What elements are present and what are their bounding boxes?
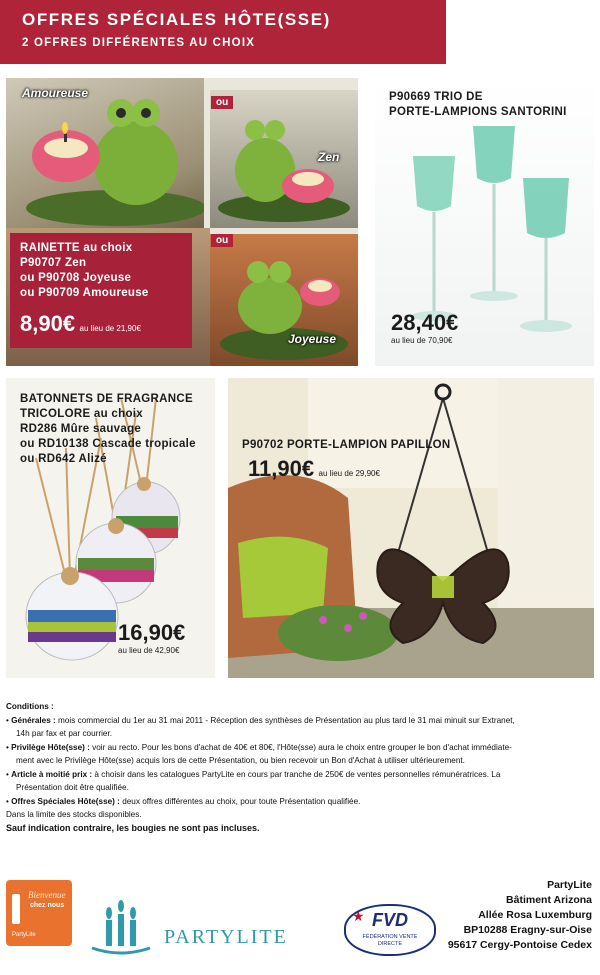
bienvenue-subtext: chez nous: [30, 902, 65, 909]
frog-amoureuse-image: [6, 78, 204, 228]
batonnets-line-1: BATONNETS DE FRAGRANCE: [20, 393, 193, 405]
condition-generales: • Générales : mois commercial du 1er au 31 mai 2011 - Réception des synthèses de Présentation au plus tard le 31 mai minuit sur Extranet,: [6, 715, 515, 725]
frog-label-joyeuse: Joyeuse: [288, 332, 337, 346]
address-block: [448, 878, 592, 953]
condition-offres: • Offres Spéciales Hôte(sse) : deux offres différentes au choix, pour toute Présentation qualifiée.: [6, 796, 361, 806]
bienvenue-logo: [6, 880, 72, 946]
papillon-offer-panel: [228, 378, 594, 678]
condition-privilege: • Privilège Hôte(sse) : voir au recto. Pour les bons d'achat de 40€ et 80€, l'Hôte(sse) aura le choix entre grouper le bon d'achat immédiate-: [6, 742, 512, 752]
frog-info-box: [10, 233, 192, 348]
frog-line-1: RAINETTE au choix: [20, 242, 133, 254]
frog-label-amoureuse: Amoureuse: [22, 86, 89, 100]
trio-old-price: au lieu de 70,90€: [391, 336, 453, 345]
trio-offer-panel: [375, 78, 594, 366]
papillon-old-price: au lieu de 29,90€: [318, 469, 380, 478]
batonnets-line-5: ou RD642 Alizé: [20, 453, 107, 465]
frog-joyeuse-image: [210, 234, 358, 366]
batonnets-line-4: ou RD10138 Cascade tropicale: [20, 438, 196, 450]
frog-old-price: au lieu de 21,90€: [79, 324, 141, 333]
conditions-heading: Conditions :: [6, 702, 54, 711]
ou-badge-1: ou: [211, 96, 233, 109]
batonnets-price: 16,90€: [118, 620, 186, 645]
address-line-5: 95617 Cergy-Pontoise Cedex: [447, 939, 592, 951]
batonnets-old-price: au lieu de 42,90€: [118, 646, 180, 655]
header-banner: [0, 0, 446, 64]
frog-price: 8,90€: [20, 311, 76, 336]
conditions-section: [6, 700, 592, 835]
frog-line-3: ou P90708 Joyeuse: [20, 272, 132, 284]
stock-note: Dans la limite des stocks disponibles.: [6, 810, 142, 819]
papillon-title: P90702 PORTE-LAMPION PAPILLON: [242, 439, 451, 451]
fvd-logo: [344, 904, 436, 956]
batonnets-offer-panel: [6, 378, 215, 678]
frog-line-2: P90707 Zen: [20, 257, 87, 269]
papillon-scene-image: [228, 378, 594, 678]
address-line-4: BP10288 Eragny-sur-Oise: [463, 924, 592, 936]
frog-label-zen: Zen: [318, 150, 340, 164]
fvd-star-icon: ★: [352, 908, 365, 924]
trio-price: 28,40€: [391, 310, 459, 335]
papillon-price: 11,90€: [248, 456, 315, 481]
address-line-1: PartyLite: [547, 879, 592, 891]
candles-note: Sauf indication contraire, les bougies ne sont pas incluses.: [6, 822, 260, 833]
address-line-2: Bâtiment Arizona: [506, 894, 592, 906]
condition-privilege-cont: ment avec le Privilège Hôte(sse) acquis lors de cette Présentation, ou bien recevoir un Bon d'Achat à utiliser ultérieurement.: [16, 756, 465, 765]
trio-line-2: PORTE-LAMPIONS SANTORINI: [389, 106, 567, 118]
candles-logo-icon: [88, 898, 158, 956]
header-subtitle: 2 OFFRES DIFFÉRENTES AU CHOIX: [22, 37, 256, 49]
header-title: OFFRES SPÉCIALES HÔTE(SSE): [22, 10, 331, 29]
condition-article-cont: Présentation doit être qualifiée.: [16, 783, 129, 792]
batonnets-line-3: RD286 Mûre sauvage: [20, 423, 142, 435]
bienvenue-text: Bienvenue: [28, 890, 66, 900]
trio-line-1: P90669 TRIO DE: [389, 91, 483, 103]
condition-article: • Article à moitié prix : à choisir dans les catalogues PartyLite en cours par tranche de 250€ de ventes personnelles rémunératrices. La: [6, 769, 501, 779]
frog-joyeuse-photo: [210, 234, 358, 366]
condition-generales-cont: 14h par fax et par courrier.: [16, 729, 113, 738]
candle-icon: [12, 894, 20, 924]
batonnets-line-2: TRICOLORE au choix: [20, 408, 143, 420]
bienvenue-brand: PartyLite: [12, 932, 36, 938]
frog-amoureuse-photo: [6, 78, 204, 228]
ou-badge-2: ou: [211, 234, 233, 247]
address-line-3: Allée Rosa Luxemburg: [478, 909, 592, 921]
partylite-logo: [88, 898, 308, 958]
fvd-text: FVD: [372, 910, 408, 930]
partylite-wordmark: PARTYLITE: [164, 926, 288, 948]
frog-offer-panel: [6, 78, 358, 366]
frog-line-4: ou P90709 Amoureuse: [20, 287, 149, 299]
fvd-subtext: FÉDÉRATION VENTE DIRECTE: [362, 934, 418, 947]
